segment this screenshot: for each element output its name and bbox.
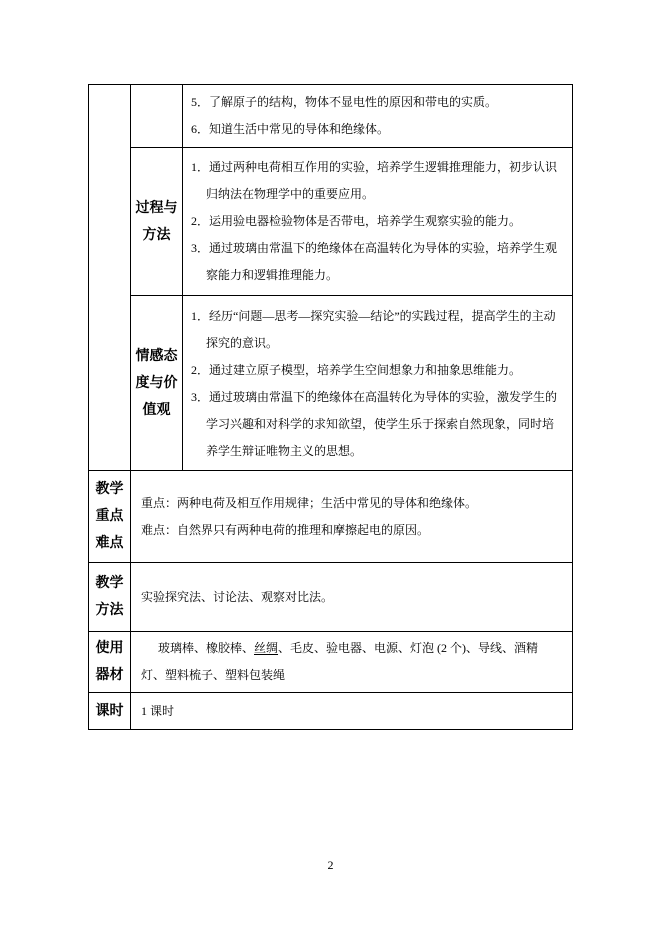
equipment-text-part: 、毛皮、验电器、电源、灯泡 (2 个)、导线、酒精灯、塑料梳子、塑料包装绳 — [141, 641, 539, 682]
emotion-item: 1．经历“问题—思考—探究实验—结论”的实践过程，提高学生的主动探究的意识。 — [191, 309, 556, 350]
label-line: 情感态 — [135, 348, 178, 364]
emotion-values-items-cell — [183, 296, 572, 471]
emotion-item: 3．通过玻璃由常温下的绝缘体在高温转化为导体的实验，激发学生的学习兴趣和对科学的求知欲望，使学生乐于探索自然现象，同时培养学生辩证唯物主义的思想。 — [191, 390, 558, 458]
label-line: 度与价 — [135, 375, 178, 391]
emotion-item: 2．通过建立原子模型，培养学生空间想象力和抽象思维能力。 — [191, 363, 522, 377]
difficulty-line: 难点：自然界只有两种电荷的推理和摩擦起电的原因。 — [141, 522, 430, 537]
label-line: 课时 — [95, 703, 124, 719]
process-item: 1．通过两种电荷相互作用的实验，培养学生逻辑推理能力，初步认识归纳法在物理学中的重要应用。 — [191, 160, 558, 201]
process-methods-items-cell — [183, 148, 572, 296]
key-points-label — [89, 471, 131, 563]
equipment-text — [141, 635, 562, 689]
class-hours-cell — [131, 693, 572, 729]
label-line: 教学 — [95, 576, 124, 591]
knowledge-item: 5．了解原子的结构，物体不显电性的原因和带电的实质。 — [191, 95, 498, 109]
label-line: 方法 — [142, 227, 171, 243]
emotion-values-label — [131, 296, 183, 471]
teaching-method-cell — [131, 563, 572, 632]
label-line: 使用 — [95, 641, 124, 656]
label-line: 过程与 — [135, 200, 178, 216]
equipment-text-part: 玻璃棒、橡胶棒、 — [158, 641, 255, 655]
process-methods-label — [131, 148, 183, 296]
process-item: 2．运用验电器检验物体是否带电，培养学生观察实验的能力。 — [191, 214, 522, 228]
class-hours-text: 1 课时 — [141, 703, 175, 718]
key-point-line: 重点：两种电荷及相互作用规律；生活中常见的导体和绝缘体。 — [141, 495, 478, 510]
key-points-cell — [131, 471, 572, 563]
teaching-method-label — [89, 563, 131, 632]
label-line: 器材 — [95, 668, 124, 683]
label-line: 值观 — [142, 402, 171, 418]
equipment-cell — [131, 632, 572, 693]
label-line: 重点 — [95, 509, 124, 524]
equipment-label — [89, 632, 131, 693]
teaching-method-text: 实验探究法、讨论法、观察对比法。 — [141, 589, 334, 604]
knowledge-sublabel-cell — [131, 85, 183, 148]
process-item: 3．通过玻璃由常温下的绝缘体在高温转化为导体的实验，培养学生观察能力和逻辑推理能力。 — [191, 241, 558, 282]
knowledge-item: 6．知道生活中常见的导体和绝缘体。 — [191, 122, 390, 136]
label-line: 教学 — [95, 482, 124, 497]
lesson-plan-table — [88, 84, 573, 730]
equipment-text-underlined: 丝绸 — [254, 641, 279, 655]
label-line: 难点 — [95, 536, 124, 551]
merged-empty-cell — [89, 85, 131, 471]
label-line: 方法 — [95, 603, 124, 618]
knowledge-items-cell — [183, 85, 572, 148]
class-hours-label — [89, 693, 131, 729]
page-number: 2 — [327, 858, 334, 872]
